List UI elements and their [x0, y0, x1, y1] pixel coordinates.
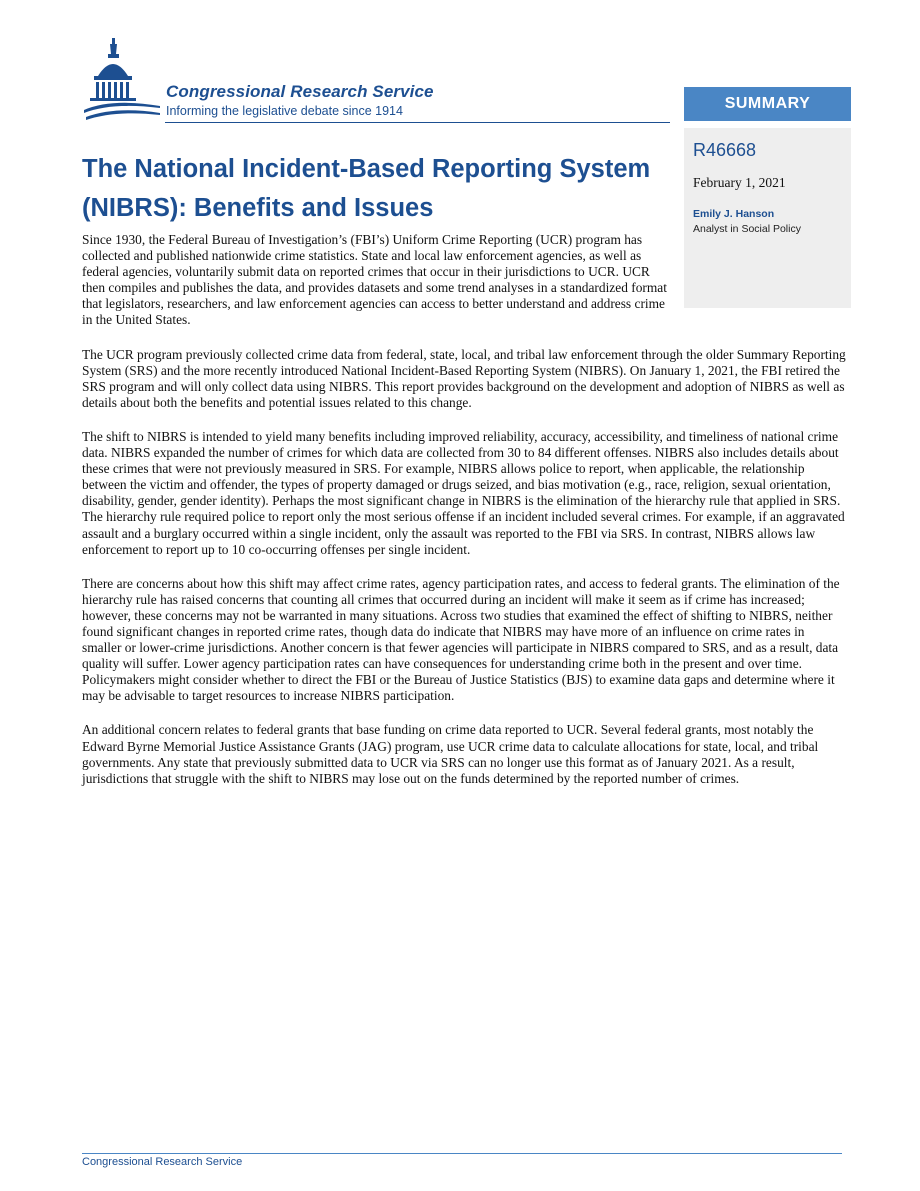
paragraph-srs-to-nibrs: The UCR program previously collected crime data from federal, state, local, and tribal law enforcement through the older Summary Reporting System (SRS) and the more recently introduced National Incident-Based Reporting System (NIBRS). On January 1, 2021, the FBI retired the SRS program and will only collect data using NIBRS. This report provides background on the development and adoption of NIBRS as well as details about both the benefits and potential issues related to this change.	[82, 346, 846, 410]
paragraph-nibrs-benefits: The shift to NIBRS is intended to yield many benefits including improved reliability, accuracy, accessibility, and timeliness of national crime data. NIBRS expanded the number of crimes for which data are collected from 30 to 84 different offenses. NIBRS also includes details about these crimes that were not previously measured in SRS. For example, NIBRS allows police to report, when applicable, the relationship between the victim and offender, the types of property damaged or drugs seized, and bias motivation (e.g., race, religion, sexual orientation, disability, gender, gender identity). Perhaps the most significant change in NIBRS is the elimination of the hierarchy rule that applied in SRS. The hierarchy rule required police to report only the most serious offense if an incident included several crimes. For example, if an aggravated assault and a burglary occurred within a single incident, only the assault was reported to the FBI via SRS. In contrast, NIBRS allows law enforcement to report up to 10 co-occurring offenses per single incident.	[82, 428, 845, 557]
report-date: February 1, 2021	[693, 175, 786, 190]
title-line-2: (NIBRS): Benefits and Issues	[82, 194, 434, 222]
paragraph-federal-grants: An additional concern relates to federal grants that base funding on crime data reported to UCR. Several federal grants, most notably the Edward Byrne Memorial Justice Assistance Grants (JAG) program, use UCR crime data to calculate allocations for state, local, and tribal governments. Any state that previously submitted data to UCR via SRS can no longer use this format as of January 2021. As a result, jurisdictions that struggle with the shift to NIBRS may lose out on the funds determined by the reported number of crimes.	[82, 722, 819, 786]
org-tagline: Informing the legislative debate since 1914	[166, 104, 403, 118]
paragraph-concerns: There are concerns about how this shift may affect crime rates, agency participation rates, and access to federal grants. The elimination of the hierarchy rule has raised concerns that counting all crimes that occurred during an incident will make it seem as if crime has increased; however, these concerns may not be warranted in many situations. Across two studies that examined the effect of shifting to NIBRS, neither found significant changes in reported crime rates, though data do indicate that NIBRS may have more of an influence on crime rates in smaller or lower-crime jurisdictions. Another concern is that fewer agencies will participate in NIBRS compared to SRS, and as a result, data quality will suffer. Lower agency participation rates can have consequences for understanding crime both in the present and over time. Policymakers might consider whether to direct the FBI or the Bureau of Justice Statistics (BJS) to examine data gaps and determine where it may be advisable to target resources to increase NIBRS participation.	[82, 575, 840, 704]
title-line-1: The National Incident-Based Reporting System	[82, 155, 651, 183]
paragraph-ucr-history: Since 1930, the Federal Bureau of Investigation’s (FBI’s) Uniform Crime Reporting (UCR) program has collected and published nationwide crime statistics. State and local law enforcement agencies, as well as federal agencies, voluntarily submit data on reported crimes that occur in their jurisdictions to UCR. UCR then compiles and publishes the data, and provides datasets and some trend analyses in a standardized format that legislators, researchers, and law enforcement agencies can access to better understand and address crime in the United States.	[82, 232, 667, 328]
capitol-dome-icon	[82, 36, 162, 122]
author-title: Analyst in Social Policy	[693, 223, 801, 235]
header-divider	[165, 122, 670, 123]
page-title	[82, 150, 682, 228]
summary-body	[82, 232, 846, 805]
summary-banner: SUMMARY	[684, 87, 851, 121]
report-number: R46668	[693, 140, 757, 160]
author-name: Emily J. Hanson	[693, 208, 775, 220]
footer-divider	[82, 1153, 842, 1154]
crs-logo	[82, 36, 682, 126]
org-name: Congressional Research Service	[166, 82, 434, 101]
footer-org-name: Congressional Research Service	[82, 1156, 243, 1168]
